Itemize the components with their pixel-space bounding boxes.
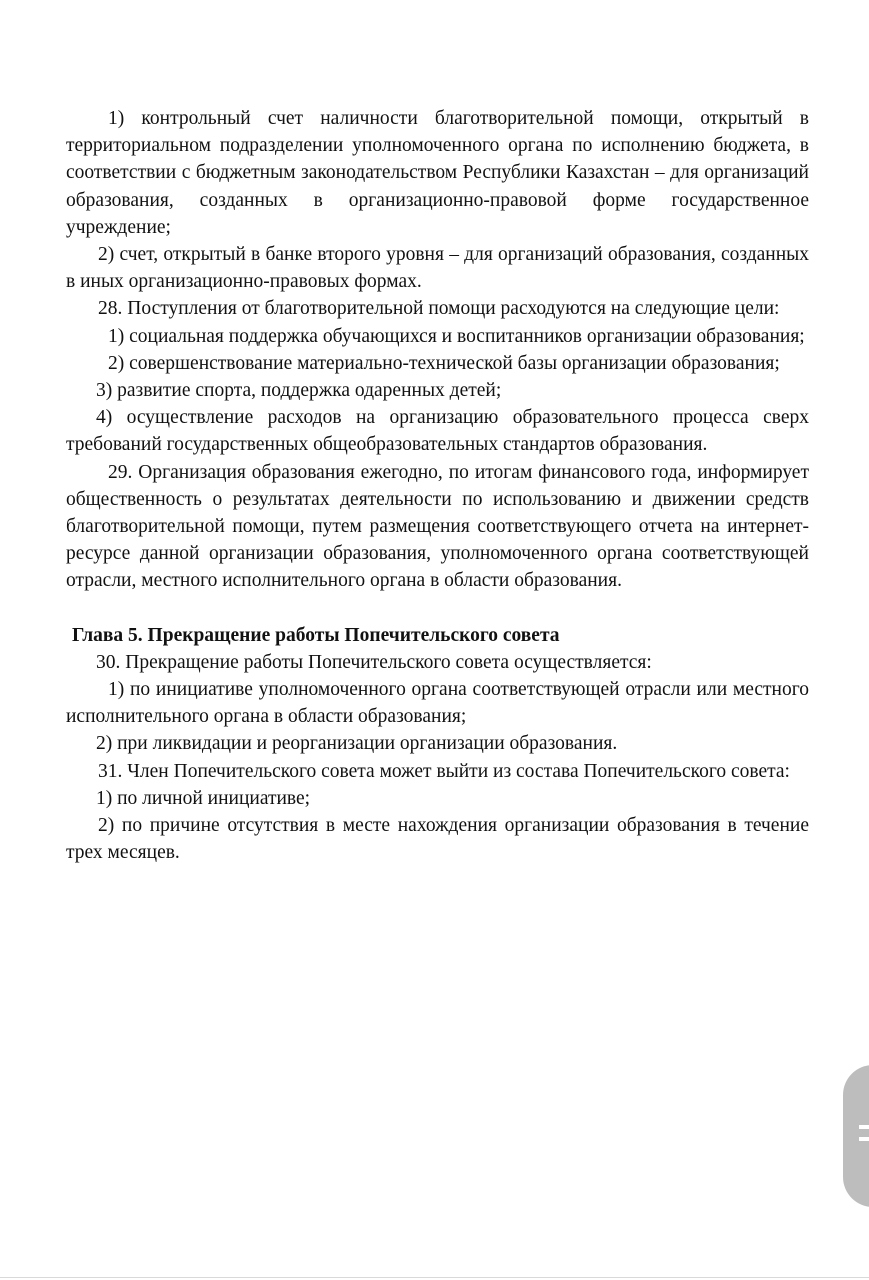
paragraph-2: 2) счет, открытый в банке второго уровня – для организаций образования, созданных в иных организационно-правовых формах. (66, 244, 809, 293)
paragraph-28-item-2: 2) совершенствование материально-технической базы организации образования; (108, 352, 780, 374)
paragraph-28-item-1: 1) социальная поддержка обучающихся и воспитанников организации образования; (108, 325, 805, 347)
paragraph-29: 29. Организация образования ежегодно, по итогам финансового года, информирует общественность о результатах деятельности по использованию и движении средств благотворительной помощи, путем размещения соответствующего отчета на интернет-ресурсе данной организации образования, уполномоченного органа соответствующей отрасли, местного исполнительного органа в области образования. (66, 461, 809, 592)
chapter-heading: Глава 5. Прекращение работы Попечительского совета (72, 624, 560, 646)
paragraph-30: 30. Прекращение работы Попечительского совета осуществляется: (96, 651, 652, 673)
document-page (66, 105, 809, 866)
scroll-handle[interactable] (843, 1065, 869, 1207)
paragraph-30-item-2: 2) при ликвидации и реорганизации организации образования. (96, 733, 618, 755)
paragraph-31-item-2: 2) по причине отсутствия в месте нахождения организации образования в течение трех месяцев. (66, 815, 809, 864)
paragraph-28-item-3: 3) развитие спорта, поддержка одаренных детей; (96, 380, 502, 402)
bottom-divider (0, 1277, 869, 1278)
paragraph-28-item-4: 4) осуществление расходов на организацию образовательного процесса сверх требований государственных общеобразовательных стандартов образования. (66, 407, 809, 456)
paragraph-1: 1) контрольный счет наличности благотворительной помощи, открытый в территориальном подразделении уполномоченного органа по исполнению бюджета, в соответствии с бюджетным законодательством Республики Казахстан – для организаций образования, созданных в организационно-правовой форме государственное учреждение; (66, 108, 809, 238)
paragraph-30-item-1: 1) по инициативе уполномоченного органа соответствующей отрасли или местного исполнительного органа в области образования; (66, 679, 809, 728)
paragraph-31-item-1: 1) по личной инициативе; (96, 787, 311, 809)
paragraph-31: 31. Член Попечительского совета может выйти из состава Попечительского совета: (98, 760, 790, 782)
paragraph-28: 28. Поступления от благотворительной помощи расходуются на следующие цели: (98, 298, 780, 320)
